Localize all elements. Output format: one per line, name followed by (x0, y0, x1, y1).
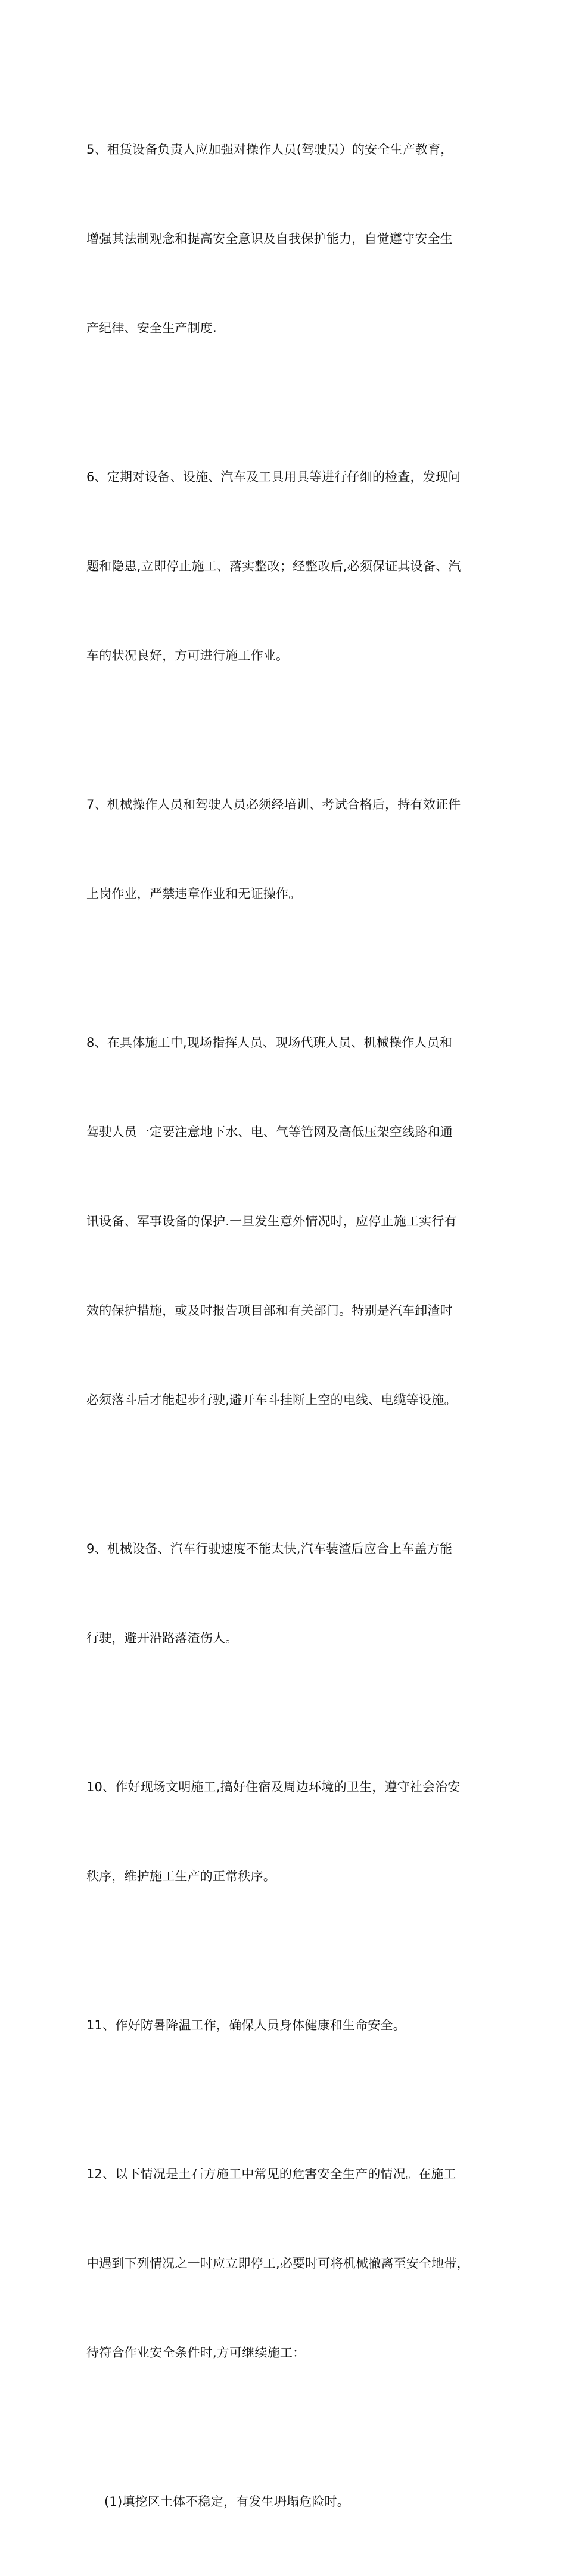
text-line: 必须落斗后才能起步行驶,避开车斗挂断上空的电线、电缆等设施。 (86, 1393, 457, 1407)
paragraph-item-12 (86, 2100, 487, 2427)
text-line: 9、机械设备、汽车行驶速度不能太快,汽车装渣后应合上车盖方能 (86, 1542, 453, 1556)
text-line: 车的状况良好，方可进行施工作业。 (86, 648, 289, 663)
text-line: (1)填挖区土体不稳定，有发生坍塌危险时。 (104, 2494, 350, 2509)
document-page (86, 75, 487, 2576)
text-line: 11、作好防暑降温工作，确保人员身体健康和生命安全。 (86, 2018, 406, 2032)
paragraph-item-8 (86, 968, 487, 1474)
text-line: 增强其法制观念和提高安全意识及自我保护能力，自觉遵守安全生 (86, 232, 453, 246)
text-line: 驾驶人员一定要注意地下水、电、气等管网及高低压架空线路和通 (86, 1125, 453, 1139)
text-line: 待符合作业安全条件时,方可继续施工： (86, 2346, 306, 2360)
text-line: 上岗作业，严禁违章作业和无证操作。 (86, 887, 301, 901)
text-line: 题和隐患,立即停止施工、落实整改；经整改后,必须保证其设备、汽 (86, 559, 461, 573)
text-line: 8、在具体施工中,现场指挥人员、现场代班人员、机械操作人员和 (86, 1036, 453, 1050)
text-line: 效的保护措施，或及时报告项目部和有关部门。特别是汽车卸渣时 (86, 1303, 453, 1318)
text-line: 讯设备、军事设备的保护.一旦发生意外情况时，应停止施工实行有 (86, 1214, 457, 1228)
text-line: 中遇到下列情况之一时应立即停工,必要时可将机械撤离至安全地带， (86, 2256, 469, 2271)
text-line: 12、以下情况是土石方施工中常见的危害安全生产的情况。在施工 (86, 2167, 456, 2181)
text-line: 6、定期对设备、设施、汽车及工具用具等进行仔细的检查，发现问 (86, 470, 461, 484)
paragraph-item-9 (86, 1474, 487, 1713)
paragraph-item-5 (86, 75, 487, 403)
paragraph-item-6 (86, 403, 487, 730)
paragraph-item-12-sub-1 (86, 2427, 487, 2576)
paragraph-item-10 (86, 1713, 487, 1951)
text-line: 秩序，维护施工生产的正常秩序。 (86, 1869, 276, 1883)
text-line: 10、作好现场文明施工,搞好住宿及周边环境的卫生，遵守社会治安 (86, 1780, 461, 1794)
text-line: 7、机械操作人员和驾驶人员必须经培训、考试合格后，持有效证件 (86, 797, 461, 812)
text-line: 5、租赁设备负责人应加强对操作人员(驾驶员）的安全生产教育， (86, 142, 453, 157)
text-line: 行驶，避开沿路落渣伤人。 (86, 1631, 238, 1645)
paragraph-item-11 (86, 1951, 487, 2100)
paragraph-item-7 (86, 730, 487, 968)
text-line: 产纪律、安全生产制度. (86, 321, 217, 335)
